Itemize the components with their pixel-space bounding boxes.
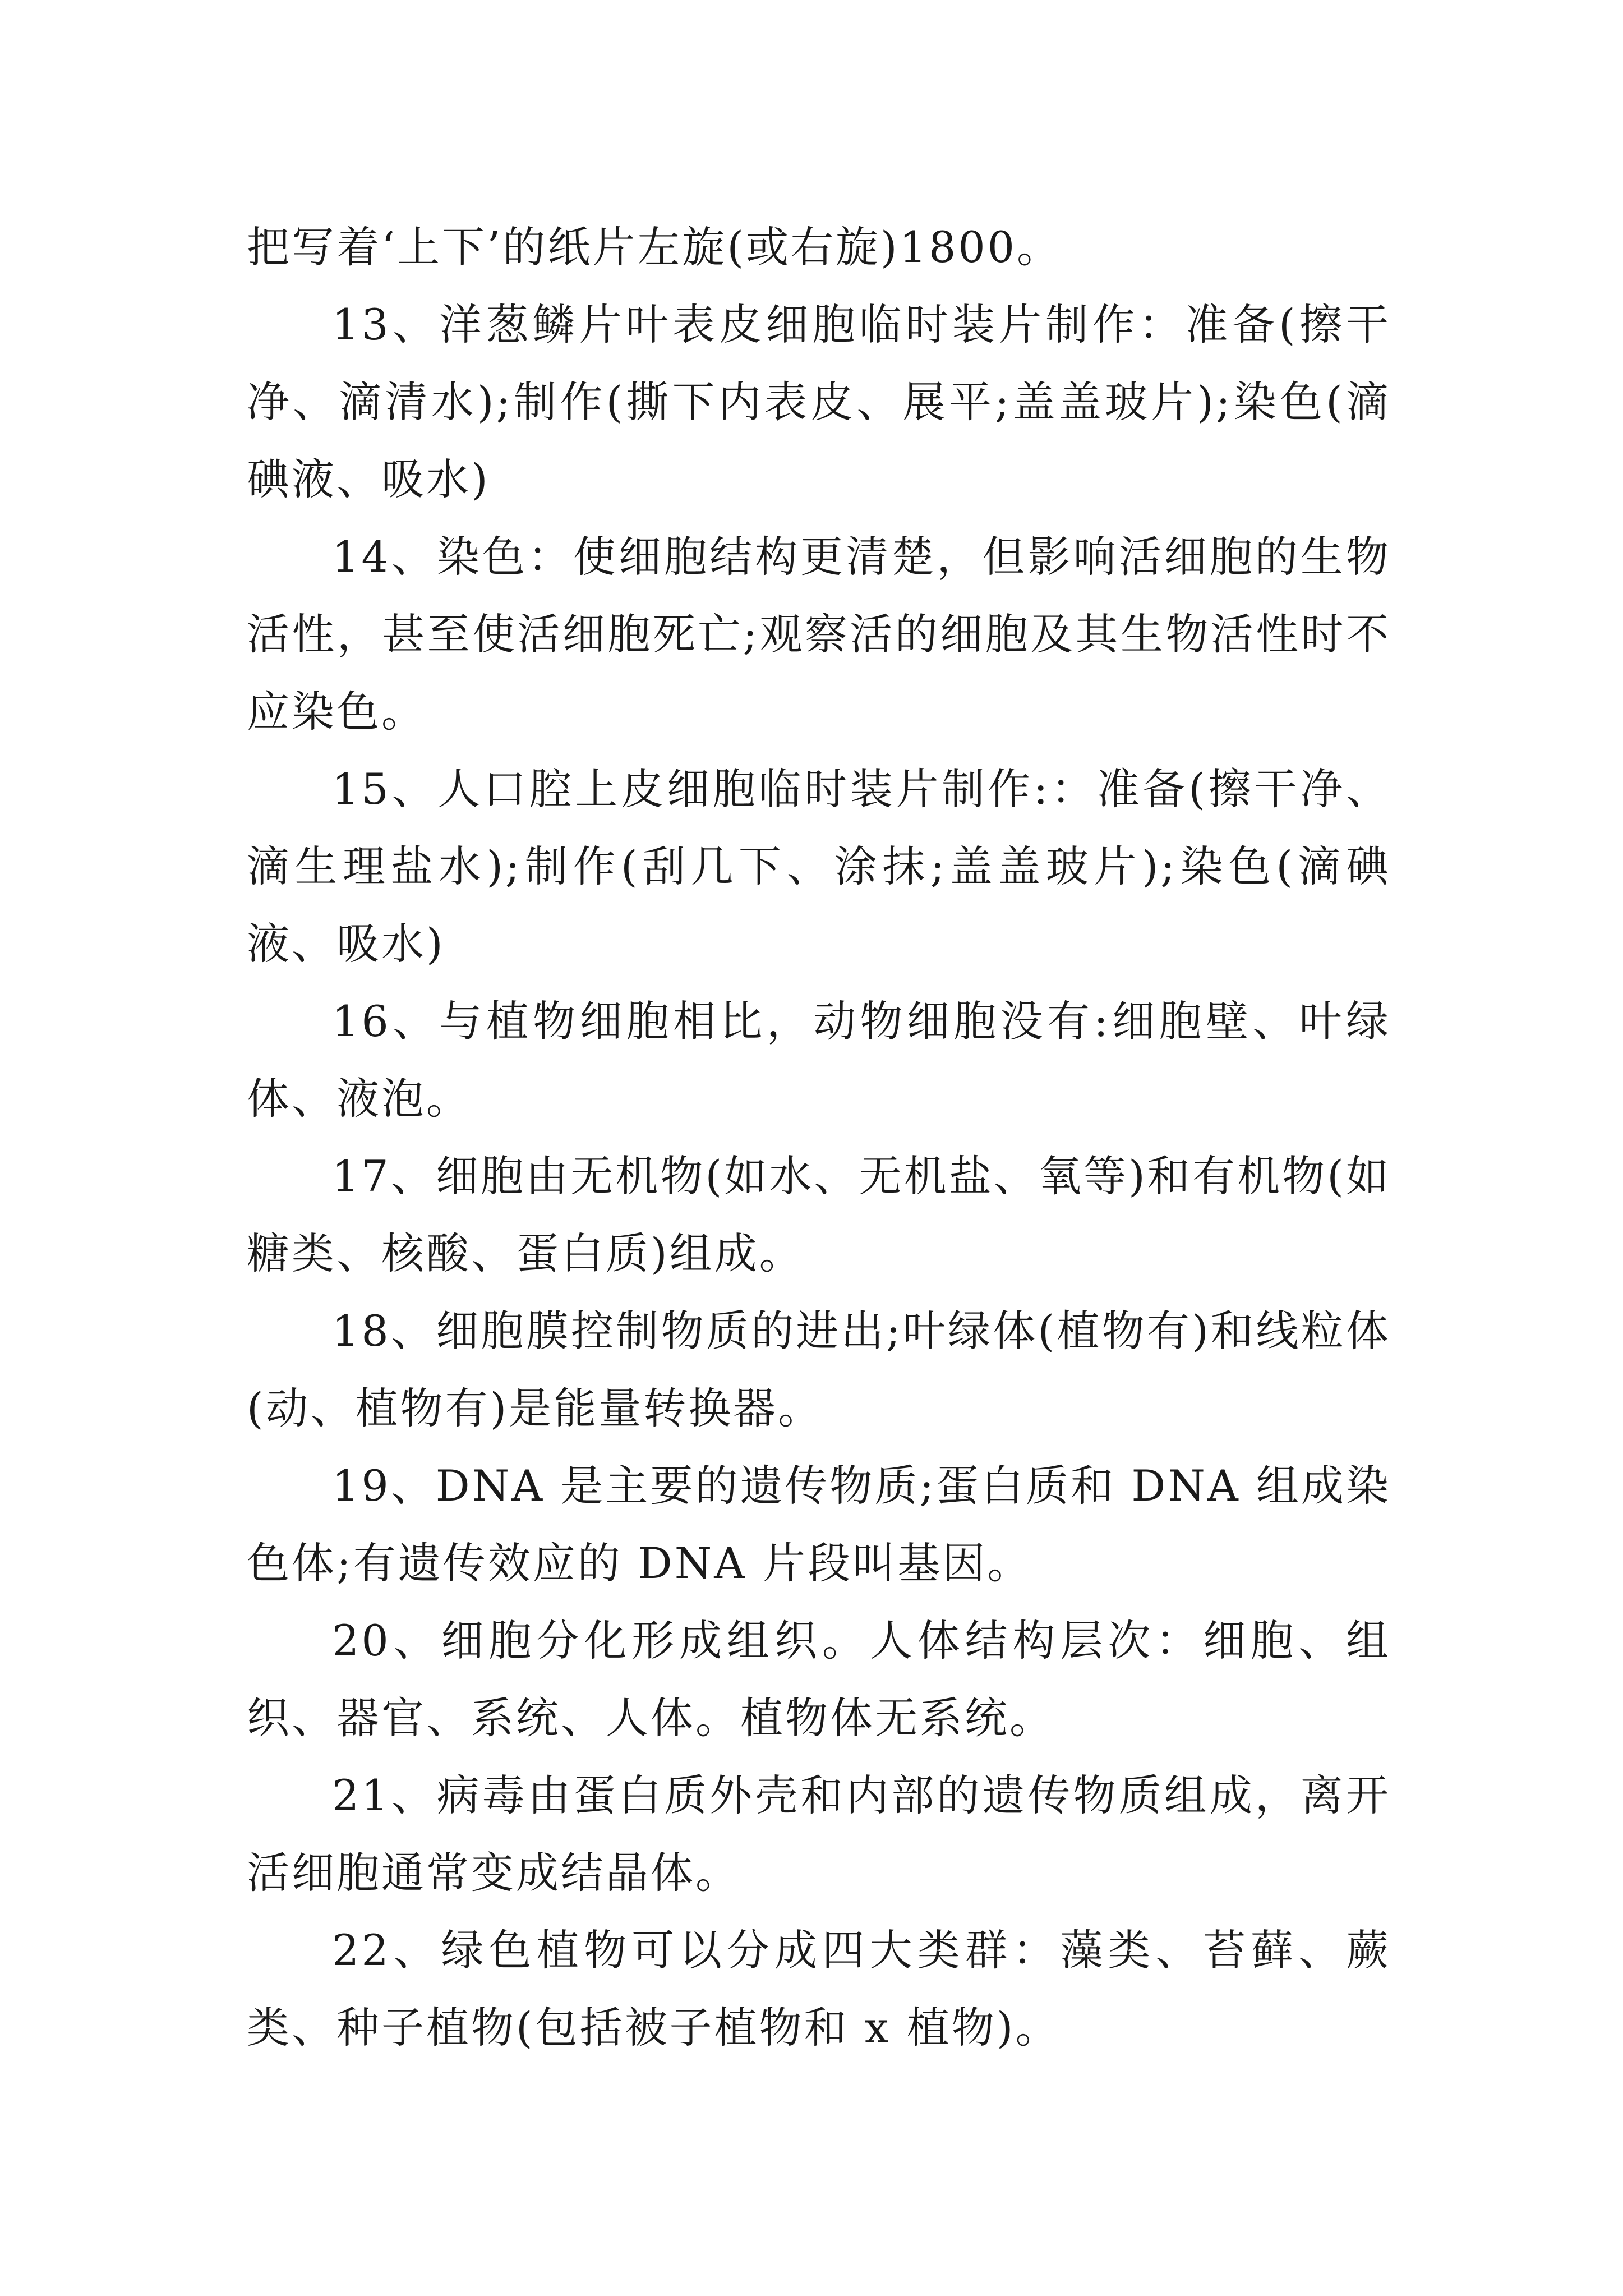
- paragraph-15: 15、人口腔上皮细胞临时装片制作:：准备(擦干净、滴生理盐水);制作(刮几下、涂抹;盖盖玻片);染色(滴碘液、吸水): [247, 764, 1391, 969]
- paragraph-21: 21、病毒由蛋白质外壳和内部的遗传物质组成，离开活细胞通常变成结晶体。: [247, 1770, 1391, 1898]
- paragraph-14: 14、染色：使细胞结构更清楚，但影响活细胞的生物活性，甚至使活细胞死亡;观察活的细胞及其生物活性时不应染色。: [247, 532, 1391, 737]
- paragraph-17: 17、细胞由无机物(如水、无机盐、氧等)和有机物(如糖类、核酸、蛋白质)组成。: [247, 1151, 1391, 1278]
- paragraph-18: 18、细胞膜控制物质的进出;叶绿体(植物有)和线粒体(动、植物有)是能量转换器。: [247, 1306, 1391, 1433]
- paragraph-13: 13、洋葱鳞片叶表皮细胞临时装片制作：准备(擦干净、滴清水);制作(撕下内表皮、展平;盖盖玻片);染色(滴碘液、吸水): [247, 300, 1391, 504]
- paragraph-16: 16、与植物细胞相比，动物细胞没有:细胞壁、叶绿体、液泡。: [247, 996, 1391, 1124]
- document-body: [247, 209, 1391, 2067]
- paragraph-20: 20、细胞分化形成组织。人体结构层次：细胞、组织、器官、系统、人体。植物体无系统。: [247, 1616, 1391, 1743]
- paragraph-22: 22、绿色植物可以分成四大类群：藻类、苔藓、蕨类、种子植物(包括被子植物和 x 植物)。: [247, 1925, 1391, 2053]
- paragraph-intro: 把写着‘上下’的纸片左旋(或右旋)1800。: [247, 222, 1062, 272]
- paragraph-19: 19、DNA 是主要的遗传物质;蛋白质和 DNA 组成染色体;有遗传效应的 DNA 片段叫基因。: [247, 1461, 1391, 1588]
